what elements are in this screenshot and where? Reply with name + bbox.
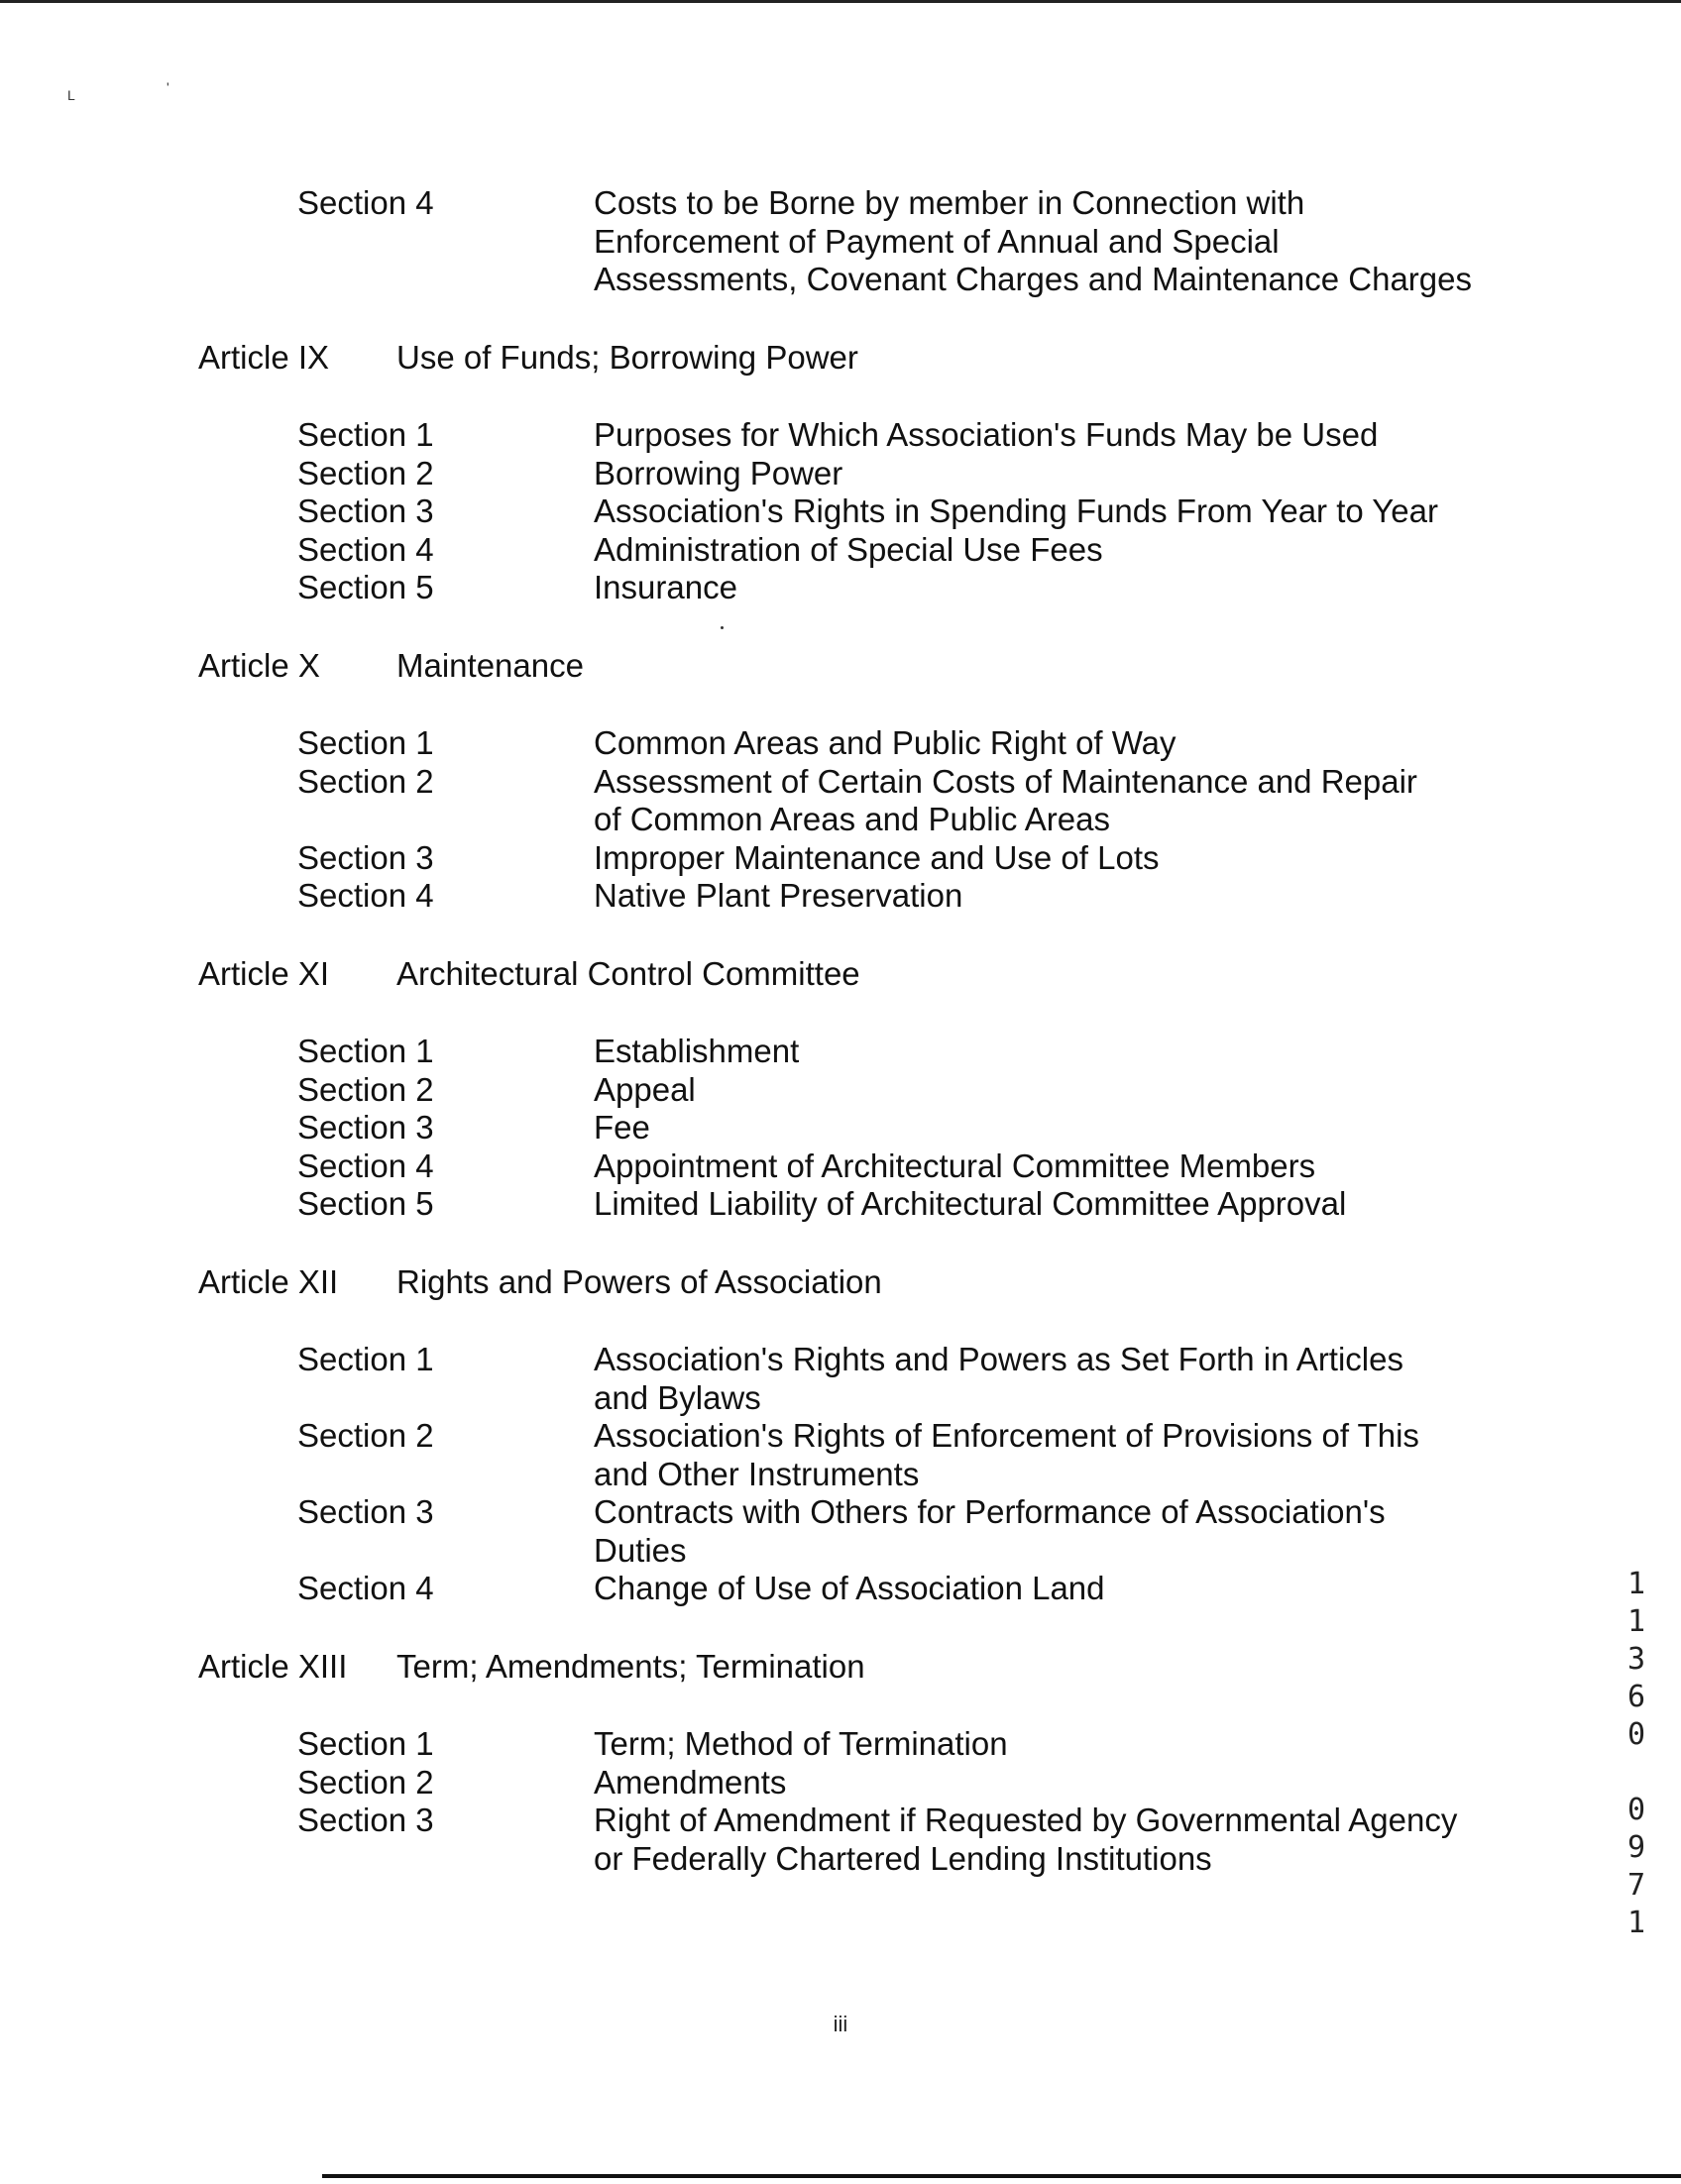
section-entry xyxy=(0,184,1681,299)
section-label: Section 4 xyxy=(297,877,434,914)
article-label: Article XIII xyxy=(198,1647,348,1685)
section-title: Change of Use of Association Land xyxy=(594,1570,1105,1606)
article-title: Use of Funds; Borrowing Power xyxy=(396,338,858,376)
section-title: Borrowing Power xyxy=(594,454,843,491)
section-label: Section 5 xyxy=(297,569,434,605)
article-heading xyxy=(0,1648,1681,1687)
section-label: Section 3 xyxy=(297,1802,434,1838)
stamp-digit: 1 xyxy=(1626,1567,1646,1601)
section-entry xyxy=(0,1802,1681,1878)
section-title: Establishment xyxy=(594,1033,800,1069)
section-entry xyxy=(0,1417,1681,1493)
toc-block xyxy=(0,339,1681,647)
side-stamp-number xyxy=(1620,1566,1653,1942)
section-entry xyxy=(0,1725,1681,1764)
toc-block xyxy=(0,1263,1681,1648)
stamp-digit: 3 xyxy=(1626,1642,1646,1677)
section-entry xyxy=(0,455,1681,493)
section-entry xyxy=(0,1071,1681,1110)
article-title: Rights and Powers of Association xyxy=(396,1262,882,1300)
stamp-digit: 1 xyxy=(1626,1604,1646,1639)
section-entry xyxy=(0,531,1681,570)
section-entry xyxy=(0,1764,1681,1802)
section-entry xyxy=(0,1147,1681,1186)
section-label: Section 1 xyxy=(297,416,434,453)
top-edge-rule xyxy=(0,0,1681,3)
stamp-digit: 6 xyxy=(1626,1680,1646,1714)
section-label: Section 2 xyxy=(297,1417,434,1454)
section-entry xyxy=(0,1185,1681,1224)
article-heading xyxy=(0,955,1681,994)
section-title: Term; Method of Termination xyxy=(594,1725,1008,1762)
article-title: Maintenance xyxy=(396,646,584,684)
section-label: Section 4 xyxy=(297,1570,434,1606)
section-entry xyxy=(0,1341,1681,1417)
section-entry xyxy=(0,416,1681,455)
section-label: Section 4 xyxy=(297,1147,434,1184)
section-label: Section 3 xyxy=(297,1493,434,1530)
section-label: Section 2 xyxy=(297,454,434,491)
section-entry xyxy=(0,1493,1681,1570)
page-number: iii xyxy=(833,2012,848,2036)
table-of-contents xyxy=(0,184,1681,1917)
section-entry xyxy=(0,763,1681,839)
toc-block xyxy=(0,955,1681,1263)
section-label: Section 3 xyxy=(297,1109,434,1146)
section-title: Native Plant Preservation xyxy=(594,877,963,914)
section-label: Section 1 xyxy=(297,724,434,761)
article-label: Article XII xyxy=(198,1262,339,1300)
stamp-digit: 0 xyxy=(1626,1717,1646,1752)
article-heading xyxy=(0,647,1681,686)
section-title: Purposes for Which Association's Funds May be Used xyxy=(594,416,1379,453)
section-title: Administration of Special Use Fees xyxy=(594,530,1103,568)
section-entry xyxy=(0,492,1681,531)
section-label: Section 4 xyxy=(297,530,434,568)
bottom-edge-rule xyxy=(322,2174,1681,2178)
margin-mark: ' xyxy=(167,79,169,95)
article-label: Article X xyxy=(198,646,320,684)
section-title: Association's Rights of Enforcement of Provisions of This and Other Instruments xyxy=(594,1417,1419,1492)
section-title: Common Areas and Public Right of Way xyxy=(594,724,1177,761)
section-title: Improper Maintenance and Use of Lots xyxy=(594,838,1160,876)
stamp-digit: 1 xyxy=(1626,1906,1646,1940)
stamp-digit: 7 xyxy=(1626,1868,1646,1903)
toc-block xyxy=(0,184,1681,339)
margin-mark: L xyxy=(67,87,75,103)
section-entry xyxy=(0,1570,1681,1608)
article-title: Architectural Control Committee xyxy=(396,954,860,992)
toc-block xyxy=(0,1648,1681,1918)
article-heading xyxy=(0,1263,1681,1302)
stamp-digit xyxy=(1620,1754,1653,1792)
section-entry xyxy=(0,1033,1681,1071)
section-title: Appointment of Architectural Committee Members xyxy=(594,1147,1316,1184)
section-title: Contracts with Others for Performance of Association's Duties xyxy=(594,1493,1386,1569)
article-label: Article IX xyxy=(198,338,330,376)
section-title: Right of Amendment if Requested by Governmental Agency or Federally Chartered Lending Institutions xyxy=(594,1802,1458,1877)
section-label: Section 2 xyxy=(297,1070,434,1108)
stray-dot xyxy=(721,626,724,629)
stamp-digit: 0 xyxy=(1626,1793,1646,1827)
article-title: Term; Amendments; Termination xyxy=(396,1647,865,1685)
section-title: Amendments xyxy=(594,1763,787,1801)
section-label: Section 5 xyxy=(297,1185,434,1222)
article-label: Article XI xyxy=(198,954,330,992)
section-title: Insurance xyxy=(594,569,737,605)
section-title: Appeal xyxy=(594,1070,696,1108)
section-label: Section 3 xyxy=(297,838,434,876)
section-entry xyxy=(0,877,1681,916)
section-title: Fee xyxy=(594,1109,650,1146)
section-label: Section 2 xyxy=(297,762,434,800)
toc-block xyxy=(0,647,1681,955)
section-title: Association's Rights and Powers as Set Forth in Articles and Bylaws xyxy=(594,1341,1403,1416)
section-entry xyxy=(0,839,1681,878)
section-entry xyxy=(0,724,1681,763)
section-entry xyxy=(0,1109,1681,1147)
section-title: Costs to be Borne by member in Connection with Enforcement of Payment of Annual and Special Assessments, Covenant Charges and Maintenance Charges xyxy=(594,184,1472,297)
section-title: Assessment of Certain Costs of Maintenance and Repair of Common Areas and Public Areas xyxy=(594,762,1417,837)
section-label: Section 1 xyxy=(297,1341,434,1377)
article-heading xyxy=(0,339,1681,378)
section-label: Section 4 xyxy=(297,184,434,221)
section-label: Section 1 xyxy=(297,1033,434,1069)
section-label: Section 2 xyxy=(297,1763,434,1801)
section-label: Section 1 xyxy=(297,1725,434,1762)
section-title: Association's Rights in Spending Funds From Year to Year xyxy=(594,492,1438,529)
stamp-digit: 9 xyxy=(1626,1830,1646,1865)
section-title: Limited Liability of Architectural Committee Approval xyxy=(594,1185,1347,1222)
section-entry xyxy=(0,569,1681,607)
section-label: Section 3 xyxy=(297,492,434,529)
